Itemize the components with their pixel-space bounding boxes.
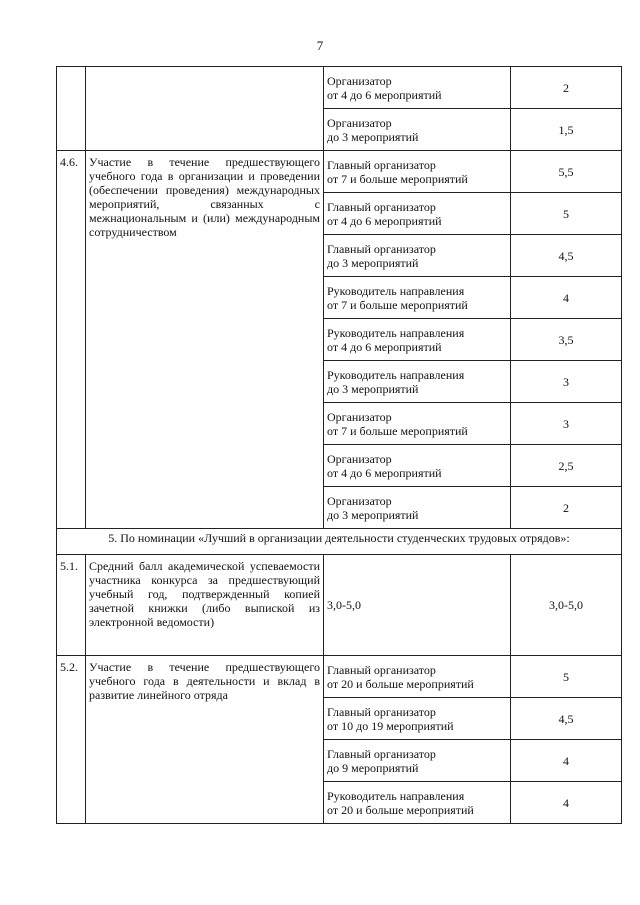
points-cell: 3,5 bbox=[511, 319, 622, 361]
points-cell: 5 bbox=[511, 193, 622, 235]
criterion-cell bbox=[324, 782, 511, 824]
range-label: от 20 и больше мероприятий bbox=[327, 802, 474, 817]
points-cell: 5 bbox=[511, 656, 622, 698]
criterion-cell bbox=[324, 319, 511, 361]
range-label: от 7 и больше мероприятий bbox=[327, 297, 468, 312]
role-label: Главный организатор bbox=[327, 662, 436, 677]
item-description: Участие в течение предшествующего учебного года в организации и проведении (обеспечении проведения) международных мероприятий, связанных с межнациональным и (или) международным сотрудничеством bbox=[86, 151, 324, 529]
range-label: от 7 и больше мероприятий bbox=[327, 423, 468, 438]
points-cell: 4 bbox=[511, 277, 622, 319]
role-label: Главный организатор bbox=[327, 746, 436, 761]
range-label: от 4 до 6 мероприятий bbox=[327, 213, 442, 228]
role-label: Руководитель направления bbox=[327, 325, 465, 340]
criteria-table bbox=[56, 66, 622, 824]
points-cell: 5,5 bbox=[511, 151, 622, 193]
section-row bbox=[57, 529, 622, 555]
role-label: Руководитель направления bbox=[327, 283, 465, 298]
role-label: Организатор bbox=[327, 409, 392, 424]
role-label: Организатор bbox=[327, 73, 392, 88]
range-label: от 4 до 6 мероприятий bbox=[327, 465, 442, 480]
table-row bbox=[57, 656, 622, 698]
table-row bbox=[57, 555, 622, 656]
criterion-cell bbox=[324, 109, 511, 151]
points-cell: 2 bbox=[511, 67, 622, 109]
range-label: от 4 до 6 мероприятий bbox=[327, 87, 442, 102]
range-label: до 9 мероприятий bbox=[327, 760, 419, 775]
points-cell: 1,5 bbox=[511, 109, 622, 151]
criterion-cell bbox=[324, 361, 511, 403]
role-label: Главный организатор bbox=[327, 241, 436, 256]
role-label: Главный организатор bbox=[327, 157, 436, 172]
role-label: Организатор bbox=[327, 115, 392, 130]
points-cell: 3,0-5,0 bbox=[511, 555, 622, 656]
points-cell: 4,5 bbox=[511, 698, 622, 740]
range-label: до 3 мероприятий bbox=[327, 129, 419, 144]
range-label: от 7 и больше мероприятий bbox=[327, 171, 468, 186]
criterion-cell bbox=[324, 445, 511, 487]
criterion-cell bbox=[324, 656, 511, 698]
criterion-cell bbox=[324, 487, 511, 529]
points-cell: 3 bbox=[511, 403, 622, 445]
item-description bbox=[86, 67, 324, 151]
range-label: до 3 мероприятий bbox=[327, 507, 419, 522]
item-description: Средний балл академической успеваемости участника конкурса за предшествующий учебный год, подтвержденный копией зачетной книжки (либо выпиской из электронной ведомости) bbox=[86, 555, 324, 656]
criterion-cell bbox=[324, 151, 511, 193]
item-number: 4.6. bbox=[57, 151, 86, 529]
section-heading: 5. По номинации «Лучший в организации деятельности студенческих трудовых отрядов»: bbox=[57, 529, 622, 555]
role-label: Главный организатор bbox=[327, 199, 436, 214]
criterion-cell bbox=[324, 403, 511, 445]
criterion-cell bbox=[324, 235, 511, 277]
points-cell: 4,5 bbox=[511, 235, 622, 277]
range-label: до 3 мероприятий bbox=[327, 255, 419, 270]
criterion-cell bbox=[324, 67, 511, 109]
points-cell: 2,5 bbox=[511, 445, 622, 487]
item-number: 5.2. bbox=[57, 656, 86, 824]
range-label: 3,0-5,0 bbox=[324, 555, 511, 656]
table-row bbox=[57, 67, 622, 109]
range-label: от 20 и больше мероприятий bbox=[327, 676, 474, 691]
range-label: от 10 до 19 мероприятий bbox=[327, 718, 454, 733]
criterion-cell bbox=[324, 193, 511, 235]
points-cell: 4 bbox=[511, 782, 622, 824]
item-number: 5.1. bbox=[57, 555, 86, 656]
role-label: Организатор bbox=[327, 493, 392, 508]
criterion-cell bbox=[324, 698, 511, 740]
item-description: Участие в течение предшествующего учебного года в деятельности и вклад в развитие линейного отряда bbox=[86, 656, 324, 824]
points-cell: 3 bbox=[511, 361, 622, 403]
criterion-cell bbox=[324, 740, 511, 782]
range-label: до 3 мероприятий bbox=[327, 381, 419, 396]
points-cell: 4 bbox=[511, 740, 622, 782]
criterion-cell bbox=[324, 277, 511, 319]
role-label: Руководитель направления bbox=[327, 367, 465, 382]
item-number bbox=[57, 67, 86, 151]
range-label: от 4 до 6 мероприятий bbox=[327, 339, 442, 354]
points-cell: 2 bbox=[511, 487, 622, 529]
table-row bbox=[57, 151, 622, 193]
page-number: 7 bbox=[316, 38, 324, 53]
role-label: Главный организатор bbox=[327, 704, 436, 719]
role-label: Руководитель направления bbox=[327, 788, 465, 803]
role-label: Организатор bbox=[327, 451, 392, 466]
